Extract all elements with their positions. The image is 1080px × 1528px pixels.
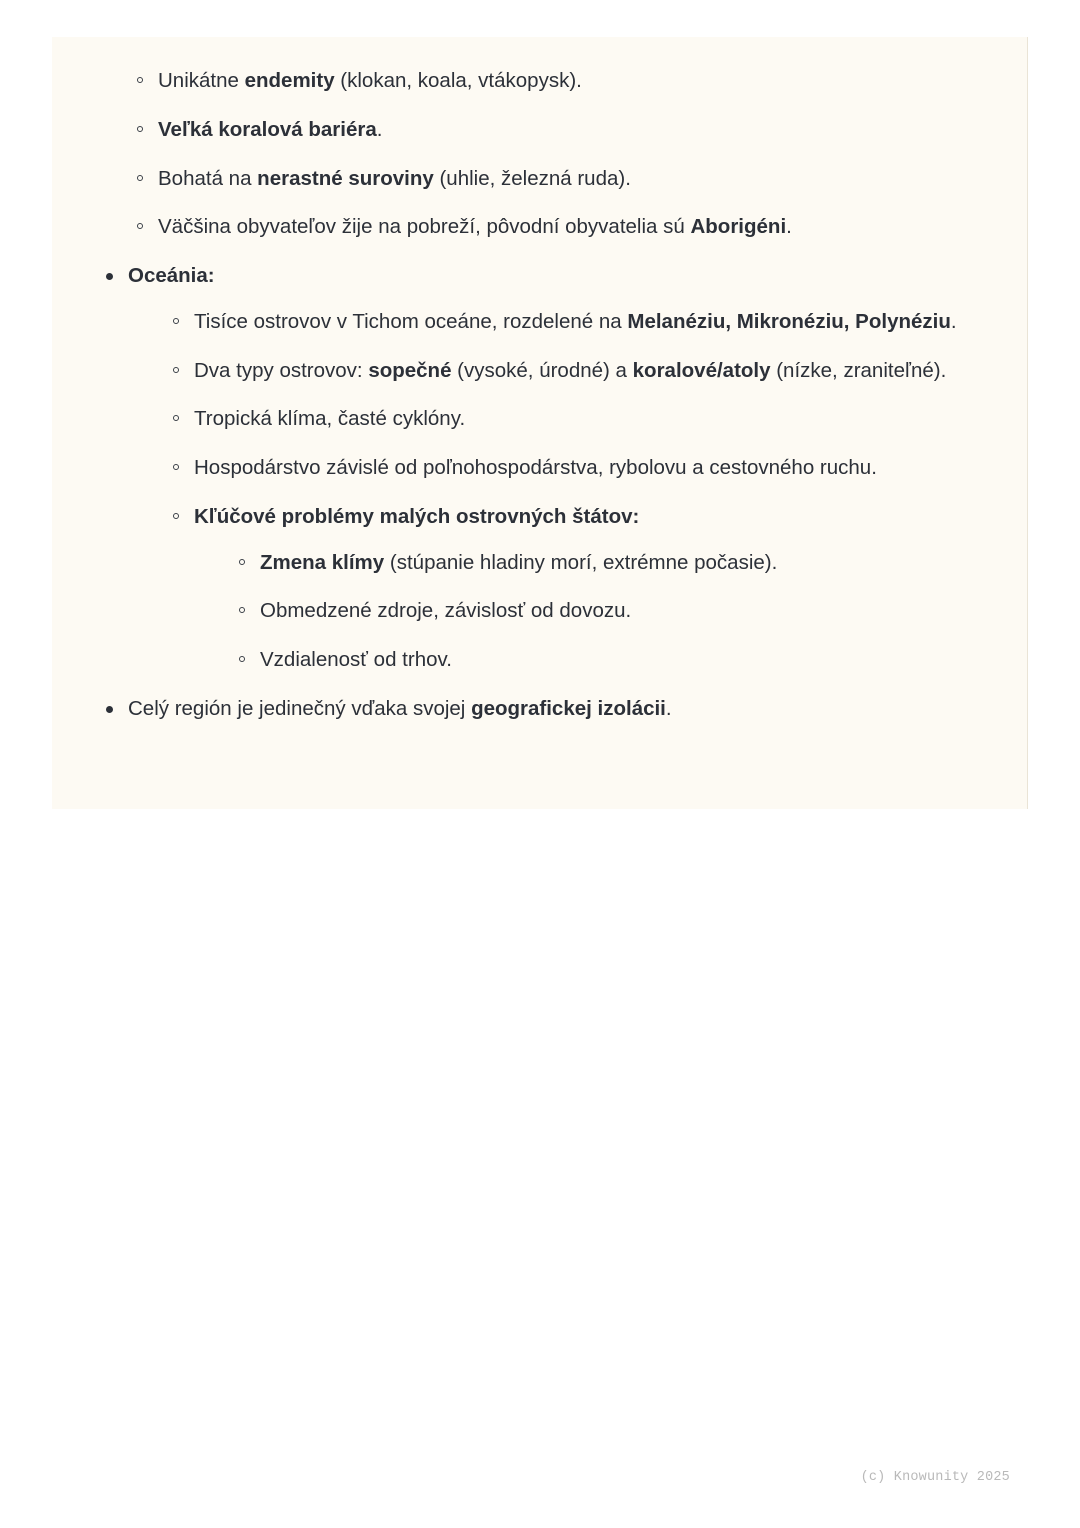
- list-item-text: Obmedzené zdroje, závislosť od dovozu.: [260, 599, 632, 623]
- page-edge-rule: [1027, 37, 1028, 809]
- list-item-text: Zmena klímy (stúpanie hladiny morí, extrémne počasie).: [260, 550, 778, 574]
- list-item: [125, 65, 988, 97]
- list-item: [161, 501, 988, 676]
- footer-credit: (c) Knowunity 2025: [860, 1470, 1010, 1485]
- list-item-text: Bohatá na nerastné suroviny (uhlie, železná ruda).: [158, 166, 631, 190]
- list-item-text: Veľká koralová bariéra.: [158, 117, 383, 141]
- outline-sublist-level-2: [128, 306, 988, 676]
- list-item-text: Celý región je jedinečný vďaka svojej geografickej izolácii.: [128, 696, 672, 720]
- outline-sublist-level-2: [92, 65, 988, 243]
- list-item-text: Oceánia:: [128, 264, 215, 288]
- list-item: [227, 595, 988, 627]
- list-item-text: Väčšina obyvateľov žije na pobreží, pôvodní obyvatelia sú Aborigéni.: [158, 215, 792, 239]
- list-item: [161, 452, 988, 484]
- list-item-text: Tisíce ostrovov v Tichom oceáne, rozdelené na Melanéziu, Mikronéziu, Polynéziu.: [194, 309, 957, 333]
- list-item-continuation: [92, 65, 988, 243]
- outline-sublist-level-3: [194, 547, 988, 676]
- list-item: [161, 355, 988, 387]
- list-item-text: Vzdialenosť od trhov.: [260, 648, 452, 672]
- list-item: [161, 306, 988, 338]
- list-item: [125, 163, 988, 195]
- list-item-text: Unikátne endemity (klokan, koala, vtákopysk).: [158, 69, 582, 92]
- outline-list: [92, 65, 988, 725]
- list-item: [227, 644, 988, 676]
- list-item-text: Dva typy ostrovov: sopečné (vysoké, úrodné) a koralové/atoly (nízke, zraniteľné).: [194, 358, 947, 382]
- notes-content: [52, 37, 1028, 725]
- list-item: [161, 403, 988, 435]
- list-item-text: Hospodárstvo závislé od poľnohospodárstva, rybolovu a cestovného ruchu.: [194, 456, 877, 480]
- list-item-text: Tropická klíma, časté cyklóny.: [194, 407, 466, 431]
- list-item: [125, 114, 988, 146]
- list-item: [227, 547, 988, 579]
- list-item-text: Kľúčové problémy malých ostrovných štátov:: [194, 504, 640, 528]
- list-item: [92, 693, 988, 725]
- list-item: [125, 211, 988, 243]
- document-page: [52, 37, 1028, 809]
- list-item: [92, 260, 988, 676]
